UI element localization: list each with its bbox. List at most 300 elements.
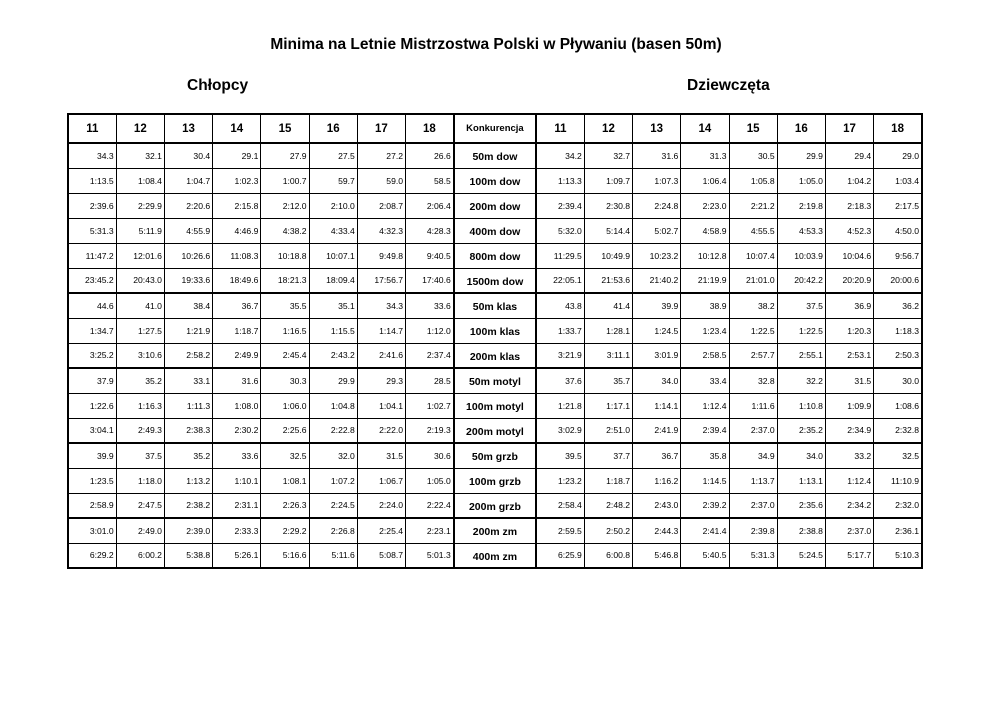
boys-time-cell: 2:38.2 — [164, 493, 212, 518]
girls-time-cell: 9:56.7 — [874, 243, 922, 268]
girls-time-cell: 2:34.9 — [825, 418, 873, 443]
boys-time-cell: 30.4 — [164, 143, 212, 168]
boys-time-cell: 2:06.4 — [406, 193, 454, 218]
boys-time-cell: 1:04.7 — [164, 168, 212, 193]
boys-time-cell: 3:25.2 — [68, 343, 116, 368]
event-name-cell: 400m dow — [454, 218, 536, 243]
event-name-cell: 200m zm — [454, 518, 536, 543]
girls-time-cell: 32.7 — [584, 143, 632, 168]
girls-time-cell: 1:12.4 — [681, 393, 729, 418]
boys-time-cell: 6:29.2 — [68, 543, 116, 568]
boys-time-cell: 1:07.2 — [309, 468, 357, 493]
boys-time-cell: 28.5 — [406, 368, 454, 393]
girls-time-cell: 2:23.0 — [681, 193, 729, 218]
girls-time-cell: 5:17.7 — [825, 543, 873, 568]
event-column-header: Konkurencja — [454, 114, 536, 143]
event-name-cell: 100m klas — [454, 318, 536, 343]
boys-time-cell: 2:23.1 — [406, 518, 454, 543]
girls-time-cell: 32.8 — [729, 368, 777, 393]
boys-time-cell: 1:34.7 — [68, 318, 116, 343]
girls-time-cell: 38.9 — [681, 293, 729, 318]
girls-time-cell: 39.5 — [536, 443, 584, 468]
girls-time-cell: 5:02.7 — [633, 218, 681, 243]
boys-time-cell: 29.9 — [309, 368, 357, 393]
boys-time-cell: 5:01.3 — [406, 543, 454, 568]
boys-time-cell: 5:11.9 — [116, 218, 164, 243]
girls-time-cell: 1:33.7 — [536, 318, 584, 343]
boys-time-cell: 35.1 — [309, 293, 357, 318]
boys-time-cell: 2:25.4 — [357, 518, 405, 543]
girls-time-cell: 1:06.4 — [681, 168, 729, 193]
table-row — [68, 318, 922, 343]
event-name-cell: 50m grzb — [454, 443, 536, 468]
girls-time-cell: 1:18.7 — [584, 468, 632, 493]
girls-time-cell: 2:41.4 — [681, 518, 729, 543]
girls-time-cell: 3:01.9 — [633, 343, 681, 368]
table-row — [68, 293, 922, 318]
boys-age-header-18: 18 — [406, 114, 454, 143]
boys-time-cell: 2:22.0 — [357, 418, 405, 443]
boys-time-cell: 9:49.8 — [357, 243, 405, 268]
boys-time-cell: 1:16.3 — [116, 393, 164, 418]
girls-time-cell: 34.0 — [633, 368, 681, 393]
boys-time-cell: 35.5 — [261, 293, 309, 318]
girls-time-cell: 2:51.0 — [584, 418, 632, 443]
boys-time-cell: 2:22.4 — [406, 493, 454, 518]
girls-time-cell: 1:24.5 — [633, 318, 681, 343]
boys-time-cell: 2:33.3 — [213, 518, 261, 543]
boys-time-cell: 36.7 — [213, 293, 261, 318]
boys-time-cell: 1:13.5 — [68, 168, 116, 193]
boys-time-cell: 29.3 — [357, 368, 405, 393]
boys-time-cell: 2:43.2 — [309, 343, 357, 368]
girls-time-cell: 2:38.8 — [777, 518, 825, 543]
boys-age-header-14: 14 — [213, 114, 261, 143]
girls-time-cell: 1:11.6 — [729, 393, 777, 418]
boys-time-cell: 10:18.8 — [261, 243, 309, 268]
boys-time-cell: 34.3 — [357, 293, 405, 318]
girls-time-cell: 2:35.2 — [777, 418, 825, 443]
girls-time-cell: 21:40.2 — [633, 268, 681, 293]
girls-time-cell: 32.5 — [874, 443, 922, 468]
event-name-cell: 400m zm — [454, 543, 536, 568]
boys-time-cell: 5:08.7 — [357, 543, 405, 568]
girls-time-cell: 37.7 — [584, 443, 632, 468]
table-row — [68, 443, 922, 468]
girls-time-cell: 5:24.5 — [777, 543, 825, 568]
table-header-row — [68, 114, 922, 143]
girls-time-cell: 20:42.2 — [777, 268, 825, 293]
boys-time-cell: 31.5 — [357, 443, 405, 468]
girls-time-cell: 10:04.6 — [825, 243, 873, 268]
boys-time-cell: 2:58.9 — [68, 493, 116, 518]
girls-time-cell: 10:03.9 — [777, 243, 825, 268]
girls-time-cell: 35.8 — [681, 443, 729, 468]
girls-time-cell: 2:21.2 — [729, 193, 777, 218]
girls-time-cell: 5:14.4 — [584, 218, 632, 243]
girls-time-cell: 5:46.8 — [633, 543, 681, 568]
table-row — [68, 493, 922, 518]
boys-time-cell: 59.0 — [357, 168, 405, 193]
girls-time-cell: 36.7 — [633, 443, 681, 468]
event-name-cell: 200m klas — [454, 343, 536, 368]
boys-time-cell: 1:12.0 — [406, 318, 454, 343]
girls-time-cell: 34.0 — [777, 443, 825, 468]
table-row — [68, 143, 922, 168]
boys-time-cell: 2:08.7 — [357, 193, 405, 218]
boys-time-cell: 1:06.7 — [357, 468, 405, 493]
boys-time-cell: 3:04.1 — [68, 418, 116, 443]
table-row — [68, 243, 922, 268]
girls-time-cell: 43.8 — [536, 293, 584, 318]
girls-time-cell: 1:23.2 — [536, 468, 584, 493]
boys-time-cell: 1:08.1 — [261, 468, 309, 493]
boys-time-cell: 30.3 — [261, 368, 309, 393]
boys-time-cell: 38.4 — [164, 293, 212, 318]
boys-time-cell: 4:33.4 — [309, 218, 357, 243]
girls-age-header-16: 16 — [777, 114, 825, 143]
boys-time-cell: 2:38.3 — [164, 418, 212, 443]
girls-time-cell: 3:11.1 — [584, 343, 632, 368]
qualifying-times-table — [67, 113, 923, 569]
girls-time-cell: 2:57.7 — [729, 343, 777, 368]
boys-time-cell: 2:47.5 — [116, 493, 164, 518]
table-row — [68, 468, 922, 493]
boys-time-cell: 10:26.6 — [164, 243, 212, 268]
event-name-cell: 50m dow — [454, 143, 536, 168]
girls-time-cell: 36.2 — [874, 293, 922, 318]
boys-time-cell: 41.0 — [116, 293, 164, 318]
boys-time-cell: 2:39.6 — [68, 193, 116, 218]
boys-time-cell: 2:26.3 — [261, 493, 309, 518]
boys-time-cell: 2:15.8 — [213, 193, 261, 218]
boys-time-cell: 2:25.6 — [261, 418, 309, 443]
event-name-cell: 50m motyl — [454, 368, 536, 393]
table-row — [68, 168, 922, 193]
boys-time-cell: 29.1 — [213, 143, 261, 168]
girls-time-cell: 1:28.1 — [584, 318, 632, 343]
boys-time-cell: 32.0 — [309, 443, 357, 468]
girls-time-cell: 1:22.5 — [729, 318, 777, 343]
boys-time-cell: 17:40.6 — [406, 268, 454, 293]
boys-time-cell: 4:32.3 — [357, 218, 405, 243]
girls-time-cell: 2:39.8 — [729, 518, 777, 543]
girls-time-cell: 1:09.7 — [584, 168, 632, 193]
boys-time-cell: 3:10.6 — [116, 343, 164, 368]
boys-time-cell: 2:29.2 — [261, 518, 309, 543]
girls-age-header-12: 12 — [584, 114, 632, 143]
girls-time-cell: 2:58.4 — [536, 493, 584, 518]
girls-time-cell: 1:22.5 — [777, 318, 825, 343]
girls-time-cell: 1:10.8 — [777, 393, 825, 418]
boys-time-cell: 2:49.3 — [116, 418, 164, 443]
girls-time-cell: 21:01.0 — [729, 268, 777, 293]
girls-time-cell: 2:32.8 — [874, 418, 922, 443]
girls-time-cell: 2:58.5 — [681, 343, 729, 368]
girls-time-cell: 2:39.4 — [536, 193, 584, 218]
boys-time-cell: 5:16.6 — [261, 543, 309, 568]
boys-time-cell: 58.5 — [406, 168, 454, 193]
table-row — [68, 368, 922, 393]
girls-time-cell: 37.6 — [536, 368, 584, 393]
girls-time-cell: 4:55.5 — [729, 218, 777, 243]
boys-time-cell: 2:45.4 — [261, 343, 309, 368]
boys-time-cell: 59.7 — [309, 168, 357, 193]
girls-time-cell: 3:02.9 — [536, 418, 584, 443]
event-name-cell: 100m motyl — [454, 393, 536, 418]
girls-time-cell: 1:04.2 — [825, 168, 873, 193]
girls-time-cell: 30.0 — [874, 368, 922, 393]
girls-time-cell: 29.4 — [825, 143, 873, 168]
boys-time-cell: 1:05.0 — [406, 468, 454, 493]
girls-time-cell: 5:40.5 — [681, 543, 729, 568]
boys-time-cell: 17:56.7 — [357, 268, 405, 293]
girls-time-cell: 4:53.3 — [777, 218, 825, 243]
girls-time-cell: 5:32.0 — [536, 218, 584, 243]
girls-time-cell: 1:05.0 — [777, 168, 825, 193]
girls-time-cell: 2:43.0 — [633, 493, 681, 518]
girls-time-cell: 20:20.9 — [825, 268, 873, 293]
girls-time-cell: 1:17.1 — [584, 393, 632, 418]
table-row — [68, 268, 922, 293]
girls-time-cell: 5:31.3 — [729, 543, 777, 568]
boys-time-cell: 1:27.5 — [116, 318, 164, 343]
girls-time-cell: 1:20.3 — [825, 318, 873, 343]
girls-time-cell: 6:00.8 — [584, 543, 632, 568]
girls-time-cell: 2:37.0 — [729, 493, 777, 518]
boys-time-cell: 1:04.8 — [309, 393, 357, 418]
page-title: Minima na Letnie Mistrzostwa Polski w Pływaniu (basen 50m) — [270, 36, 722, 53]
girls-time-cell: 1:13.7 — [729, 468, 777, 493]
girls-time-cell: 1:14.5 — [681, 468, 729, 493]
boys-time-cell: 2:49.9 — [213, 343, 261, 368]
girls-time-cell: 1:14.1 — [633, 393, 681, 418]
boys-time-cell: 32.5 — [261, 443, 309, 468]
girls-age-header-14: 14 — [681, 114, 729, 143]
girls-time-cell: 10:12.8 — [681, 243, 729, 268]
boys-time-cell: 2:39.0 — [164, 518, 212, 543]
girls-time-cell: 2:37.0 — [729, 418, 777, 443]
boys-time-cell: 5:38.8 — [164, 543, 212, 568]
girls-time-cell: 2:24.8 — [633, 193, 681, 218]
boys-time-cell: 12:01.6 — [116, 243, 164, 268]
table-row — [68, 543, 922, 568]
event-name-cell: 50m klas — [454, 293, 536, 318]
boys-time-cell: 1:08.0 — [213, 393, 261, 418]
boys-time-cell: 37.5 — [116, 443, 164, 468]
boys-time-cell: 31.6 — [213, 368, 261, 393]
boys-time-cell: 11:08.3 — [213, 243, 261, 268]
girls-time-cell: 3:21.9 — [536, 343, 584, 368]
boys-time-cell: 5:26.1 — [213, 543, 261, 568]
girls-time-cell: 2:50.3 — [874, 343, 922, 368]
boys-time-cell: 27.5 — [309, 143, 357, 168]
girls-time-cell: 2:17.5 — [874, 193, 922, 218]
boys-time-cell: 2:19.3 — [406, 418, 454, 443]
boys-time-cell: 32.1 — [116, 143, 164, 168]
girls-time-cell: 1:18.3 — [874, 318, 922, 343]
boys-time-cell: 1:02.3 — [213, 168, 261, 193]
event-name-cell: 200m motyl — [454, 418, 536, 443]
girls-time-cell: 10:23.2 — [633, 243, 681, 268]
boys-heading: Chłopcy — [187, 77, 249, 94]
boys-time-cell: 4:38.2 — [261, 218, 309, 243]
girls-time-cell: 38.2 — [729, 293, 777, 318]
girls-time-cell: 33.2 — [825, 443, 873, 468]
girls-time-cell: 31.3 — [681, 143, 729, 168]
girls-time-cell: 31.5 — [825, 368, 873, 393]
table-row — [68, 193, 922, 218]
girls-time-cell: 1:13.3 — [536, 168, 584, 193]
girls-time-cell: 2:36.1 — [874, 518, 922, 543]
boys-age-header-13: 13 — [164, 114, 212, 143]
boys-time-cell: 33.1 — [164, 368, 212, 393]
boys-time-cell: 18:09.4 — [309, 268, 357, 293]
boys-time-cell: 37.9 — [68, 368, 116, 393]
girls-time-cell: 32.2 — [777, 368, 825, 393]
boys-time-cell: 2:37.4 — [406, 343, 454, 368]
girls-time-cell: 22:05.1 — [536, 268, 584, 293]
boys-age-header-15: 15 — [261, 114, 309, 143]
boys-time-cell: 2:22.8 — [309, 418, 357, 443]
boys-time-cell: 2:24.0 — [357, 493, 405, 518]
table-row — [68, 393, 922, 418]
boys-time-cell: 2:58.2 — [164, 343, 212, 368]
boys-time-cell: 1:22.6 — [68, 393, 116, 418]
boys-time-cell: 20:43.0 — [116, 268, 164, 293]
boys-time-cell: 11:47.2 — [68, 243, 116, 268]
boys-time-cell: 2:24.5 — [309, 493, 357, 518]
event-name-cell: 100m dow — [454, 168, 536, 193]
boys-time-cell: 18:49.6 — [213, 268, 261, 293]
girls-time-cell: 21:19.9 — [681, 268, 729, 293]
girls-time-cell: 2:18.3 — [825, 193, 873, 218]
boys-time-cell: 1:14.7 — [357, 318, 405, 343]
boys-time-cell: 2:12.0 — [261, 193, 309, 218]
girls-time-cell: 4:58.9 — [681, 218, 729, 243]
girls-time-cell: 31.6 — [633, 143, 681, 168]
girls-time-cell: 2:41.9 — [633, 418, 681, 443]
girls-time-cell: 2:53.1 — [825, 343, 873, 368]
boys-time-cell: 1:11.3 — [164, 393, 212, 418]
boys-time-cell: 1:06.0 — [261, 393, 309, 418]
girls-age-header-15: 15 — [729, 114, 777, 143]
boys-time-cell: 2:20.6 — [164, 193, 212, 218]
boys-time-cell: 1:00.7 — [261, 168, 309, 193]
boys-time-cell: 27.2 — [357, 143, 405, 168]
girls-time-cell: 1:05.8 — [729, 168, 777, 193]
event-name-cell: 100m grzb — [454, 468, 536, 493]
boys-time-cell: 4:55.9 — [164, 218, 212, 243]
table-row — [68, 518, 922, 543]
girls-time-cell: 1:08.6 — [874, 393, 922, 418]
boys-time-cell: 2:10.0 — [309, 193, 357, 218]
boys-time-cell: 1:21.9 — [164, 318, 212, 343]
girls-time-cell: 1:09.9 — [825, 393, 873, 418]
girls-time-cell: 2:48.2 — [584, 493, 632, 518]
girls-time-cell: 1:16.2 — [633, 468, 681, 493]
boys-time-cell: 1:02.7 — [406, 393, 454, 418]
boys-time-cell: 1:16.5 — [261, 318, 309, 343]
boys-time-cell: 1:23.5 — [68, 468, 116, 493]
boys-time-cell: 30.6 — [406, 443, 454, 468]
girls-time-cell: 37.5 — [777, 293, 825, 318]
girls-age-header-11: 11 — [536, 114, 584, 143]
boys-time-cell: 4:28.3 — [406, 218, 454, 243]
boys-age-header-17: 17 — [357, 114, 405, 143]
boys-time-cell: 2:26.8 — [309, 518, 357, 543]
girls-age-header-17: 17 — [825, 114, 873, 143]
girls-time-cell: 1:03.4 — [874, 168, 922, 193]
girls-time-cell: 29.9 — [777, 143, 825, 168]
event-name-cell: 800m dow — [454, 243, 536, 268]
boys-time-cell: 23:45.2 — [68, 268, 116, 293]
girls-time-cell: 33.4 — [681, 368, 729, 393]
boys-age-header-16: 16 — [309, 114, 357, 143]
girls-time-cell: 2:59.5 — [536, 518, 584, 543]
girls-time-cell: 11:10.9 — [874, 468, 922, 493]
girls-time-cell: 34.9 — [729, 443, 777, 468]
boys-time-cell: 1:04.1 — [357, 393, 405, 418]
boys-time-cell: 1:13.2 — [164, 468, 212, 493]
boys-time-cell: 5:31.3 — [68, 218, 116, 243]
girls-time-cell: 1:21.8 — [536, 393, 584, 418]
girls-time-cell: 2:34.2 — [825, 493, 873, 518]
girls-time-cell: 34.2 — [536, 143, 584, 168]
boys-time-cell: 2:49.0 — [116, 518, 164, 543]
girls-time-cell: 2:39.2 — [681, 493, 729, 518]
boys-time-cell: 44.6 — [68, 293, 116, 318]
girls-time-cell: 1:07.3 — [633, 168, 681, 193]
girls-time-cell: 2:37.0 — [825, 518, 873, 543]
boys-time-cell: 1:10.1 — [213, 468, 261, 493]
boys-age-header-12: 12 — [116, 114, 164, 143]
girls-time-cell: 1:12.4 — [825, 468, 873, 493]
boys-time-cell: 2:29.9 — [116, 193, 164, 218]
girls-time-cell: 2:19.8 — [777, 193, 825, 218]
girls-time-cell: 35.7 — [584, 368, 632, 393]
girls-heading: Dziewczęta — [687, 77, 770, 94]
girls-time-cell: 29.0 — [874, 143, 922, 168]
boys-time-cell: 1:08.4 — [116, 168, 164, 193]
table-row — [68, 343, 922, 368]
boys-time-cell: 3:01.0 — [68, 518, 116, 543]
boys-time-cell: 9:40.5 — [406, 243, 454, 268]
girls-time-cell: 2:39.4 — [681, 418, 729, 443]
boys-time-cell: 5:11.6 — [309, 543, 357, 568]
boys-time-cell: 10:07.1 — [309, 243, 357, 268]
girls-time-cell: 41.4 — [584, 293, 632, 318]
girls-time-cell: 6:25.9 — [536, 543, 584, 568]
girls-time-cell: 20:00.6 — [874, 268, 922, 293]
boys-time-cell: 33.6 — [406, 293, 454, 318]
girls-time-cell: 5:10.3 — [874, 543, 922, 568]
boys-time-cell: 35.2 — [116, 368, 164, 393]
event-name-cell: 200m grzb — [454, 493, 536, 518]
girls-time-cell: 10:49.9 — [584, 243, 632, 268]
boys-time-cell: 39.9 — [68, 443, 116, 468]
girls-age-header-18: 18 — [874, 114, 922, 143]
girls-time-cell: 36.9 — [825, 293, 873, 318]
boys-time-cell: 27.9 — [261, 143, 309, 168]
girls-time-cell: 2:50.2 — [584, 518, 632, 543]
girls-time-cell: 2:35.6 — [777, 493, 825, 518]
girls-time-cell: 30.5 — [729, 143, 777, 168]
event-name-cell: 200m dow — [454, 193, 536, 218]
girls-time-cell: 10:07.4 — [729, 243, 777, 268]
girls-time-cell: 4:52.3 — [825, 218, 873, 243]
girls-time-cell: 1:13.1 — [777, 468, 825, 493]
